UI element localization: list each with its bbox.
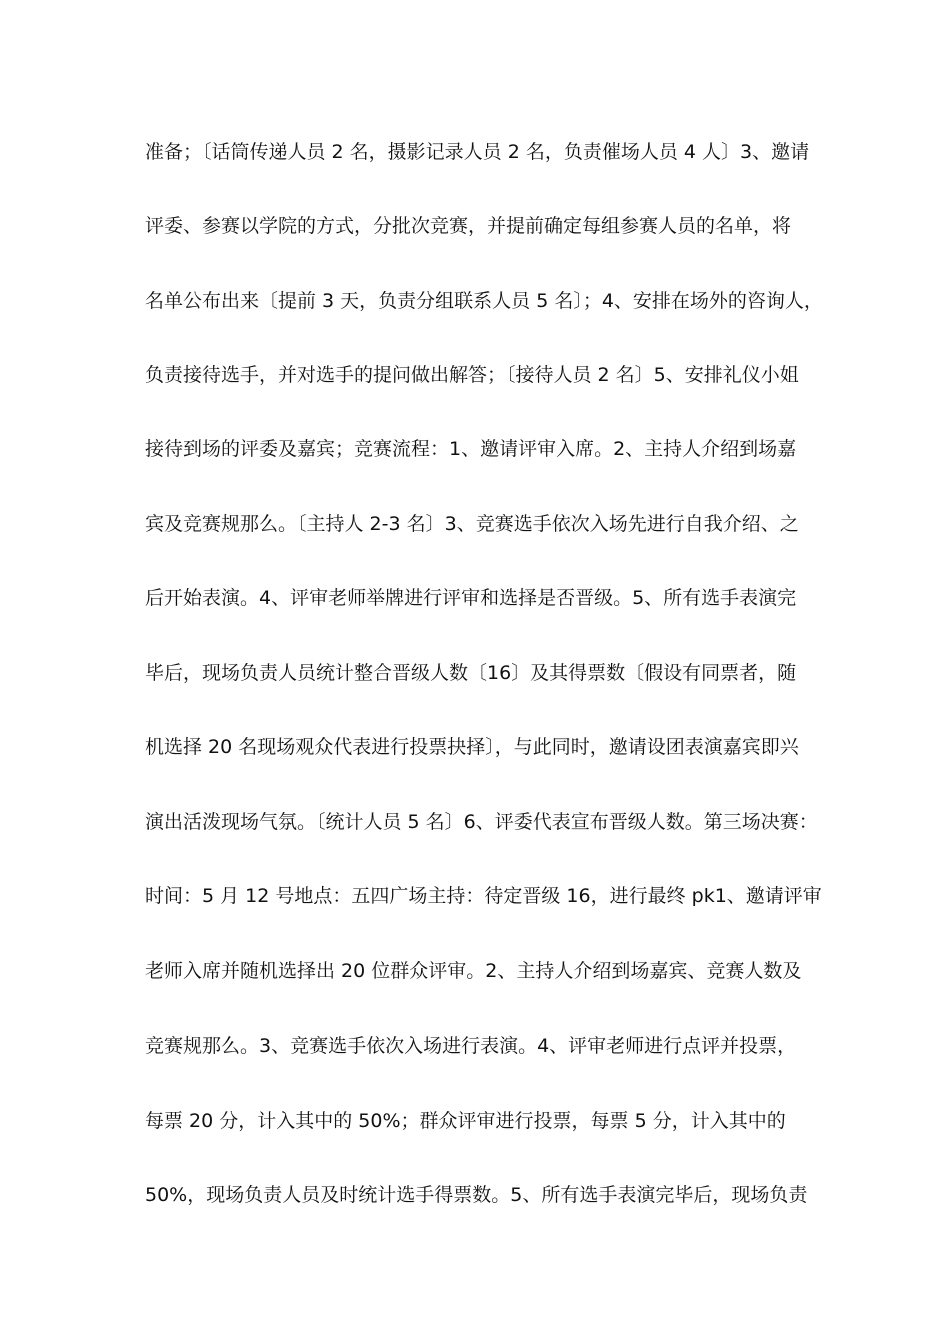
text-line: 接待到场的评委及嘉宾；竞赛流程：1、邀请评审入席。2、主持人介绍到场嘉 — [145, 438, 797, 460]
text-line: 时间：5 月 12 号地点：五四广场主持：待定晋级 16，进行最终 pk1、邀请评审 — [145, 885, 822, 907]
text-line: 宾及竞赛规那么。〔主持人 2-3 名〕3、竞赛选手依次入场先进行自我介绍、之 — [145, 513, 799, 535]
text-line: 评委、参赛以学院的方式，分批次竞赛，并提前确定每组参赛人员的名单，将 — [145, 215, 792, 237]
text-line: 50%，现场负责人员及时统计选手得票数。5、所有选手表演完毕后，现场负责 — [145, 1184, 808, 1206]
text-line: 毕后，现场负责人员统计整合晋级人数〔16〕及其得票数〔假设有同票者，随 — [145, 662, 797, 684]
text-line: 机选择 20 名现场观众代表进行投票抉择〕，与此同时，邀请设团表演嘉宾即兴 — [145, 736, 799, 758]
text-line: 演出活泼现场气氛。〔统计人员 5 名〕6、评委代表宣布晋级人数。第三场决赛： — [145, 811, 818, 833]
text-line: 每票 20 分，计入其中的 50%；群众评审进行投票，每票 5 分，计入其中的 — [145, 1110, 786, 1132]
text-line: 负责接待选手，并对选手的提问做出解答；〔接待人员 2 名〕5、安排礼仪小姐 — [145, 364, 799, 386]
text-line: 准备；〔话筒传递人员 2 名，摄影记录人员 2 名，负责催场人员 4 人〕3、邀请 — [145, 141, 810, 163]
text-line: 名单公布出来〔提前 3 天，负责分组联系人员 5 名〕；4、安排在场外的咨询人， — [145, 290, 823, 312]
text-line: 竞赛规那么。3、竞赛选手依次入场进行表演。4、评审老师进行点评并投票， — [145, 1035, 797, 1057]
text-line: 后开始表演。4、评审老师举牌进行评审和选择是否晋级。5、所有选手表演完 — [145, 587, 797, 609]
text-line: 老师入席并随机选择出 20 位群众评审。2、主持人介绍到场嘉宾、竞赛人数及 — [145, 960, 802, 982]
